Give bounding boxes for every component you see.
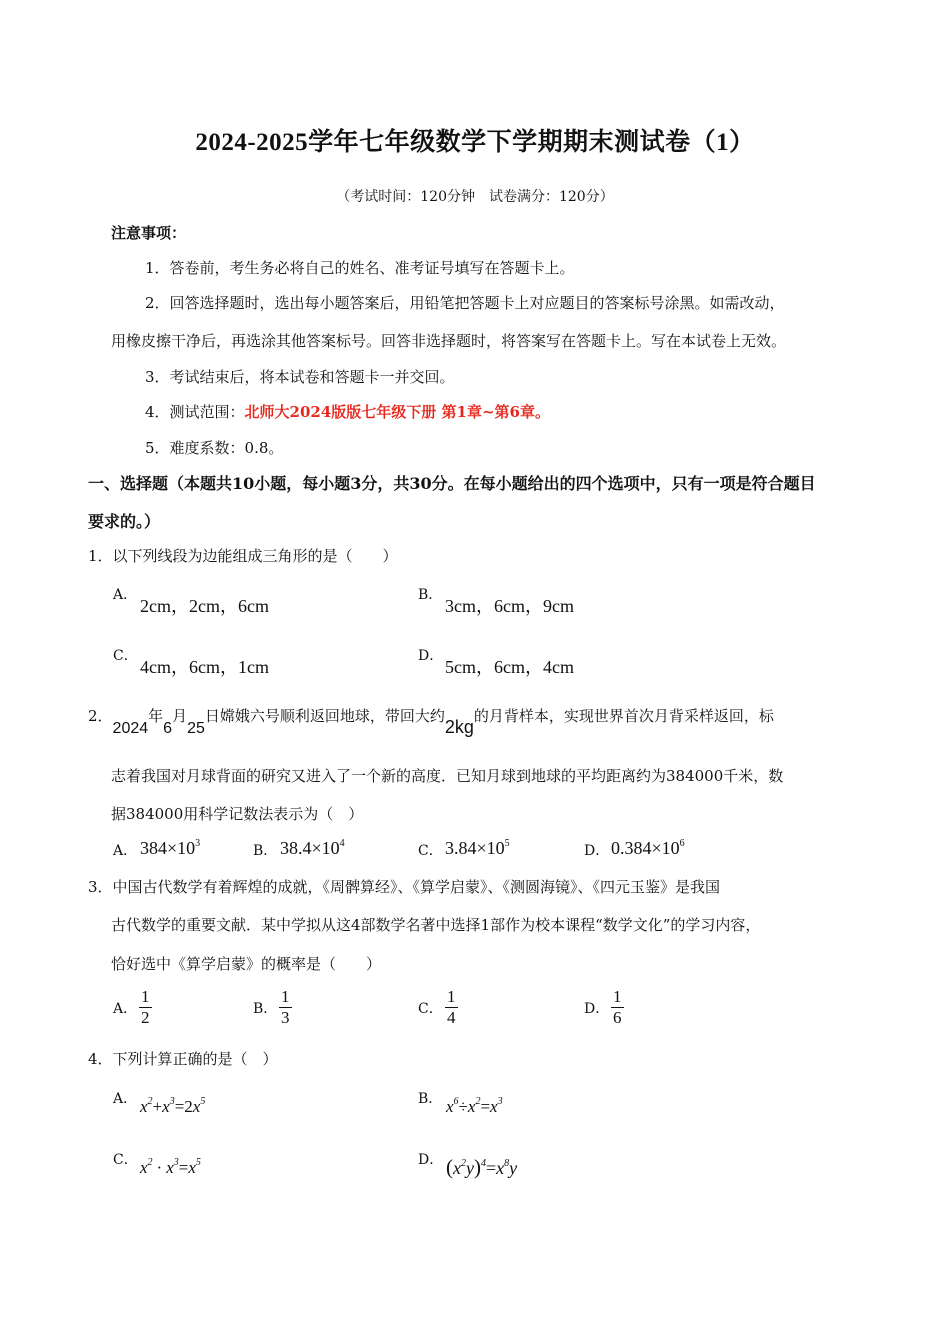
notice-item-5: 5．难度系数：0.8。 <box>145 439 284 457</box>
q2-text-1: 日嫦娥六号顺利返回地球，带回大约 <box>204 707 445 725</box>
q2-option-b: $38.4\times 10^4$ <box>280 838 345 858</box>
q4-option-b: $x^6\div x^2=x^3$ <box>446 1096 503 1116</box>
notice-item-1: 1．答卷前，考生务必将自己的姓名、准考证号填写在答题卡上。 <box>145 259 575 277</box>
notice-heading: 注意事项： <box>111 224 187 242</box>
exam-info: （考试时间：120分钟 试卷满分：120分） <box>336 189 614 205</box>
section-1-heading-line-1: 一、选择题（本题共10小题，每小题3分，共30分。在每小题给出的四个选项中，只有一项是符合题目 <box>88 474 816 493</box>
q2-year: 2024 <box>112 720 149 737</box>
q2-option-a: $384\times 10^3$ <box>140 838 201 858</box>
q3-option-a: $\frac{1}{2}$ <box>141 987 150 1027</box>
notice-item-2-line-1: 2．回答选择题时，选出每小题答案后，用铅笔把答题卡上对应题目的答案标号涂黑。如需改动， <box>145 294 785 312</box>
q2-option-c-label: C． <box>418 843 443 859</box>
notice-item-2-line-2: 用橡皮擦干净后，再选涂其他答案标号。回答非选择题时，将答案写在答题卡上。写在本试卷上无效。 <box>111 332 787 350</box>
q4-option-c-label: C． <box>113 1152 138 1168</box>
q1-option-b-label: B． <box>418 587 443 603</box>
q4-option-d: $(x^2y)^4=x^8y$ <box>446 1155 518 1179</box>
q1-option-b: 3cm，6cm，9cm <box>445 596 574 616</box>
q3-option-c: $\frac{1}{4}$ <box>447 987 456 1027</box>
q3-option-a-label: A． <box>113 1001 138 1017</box>
q2-text-2: 的月背样本，实现世界首次月背采样返回，标 <box>473 707 774 725</box>
q4-option-a: $x^2+x^3=2x^5$ <box>140 1096 206 1116</box>
question-3-line-3: 恰好选中《算学启蒙》的概率是（ ） <box>111 955 382 973</box>
q1-option-c: 4cm，6cm，1cm <box>140 657 269 677</box>
question-2-line-3: 据384000用科学记数法表示为（ ） <box>111 805 364 823</box>
q2-yue: 月 <box>172 707 188 725</box>
q3-option-c-label: C． <box>418 1001 443 1017</box>
q4-option-c: $x^2 \cdot x^3=x^5$ <box>140 1157 201 1177</box>
section-1-heading-line-2: 要求的。） <box>88 512 161 531</box>
q3-option-d: $\frac{1}{6}$ <box>613 987 622 1027</box>
q1-option-a-label: A． <box>113 587 138 603</box>
q2-option-d: $0.384\times 10^6$ <box>611 838 685 858</box>
q4-option-a-label: A． <box>113 1091 138 1107</box>
q2-option-d-label: D． <box>584 843 610 859</box>
q1-option-a: 2cm，2cm，6cm <box>140 596 269 616</box>
q3-option-b-label: B． <box>253 1001 278 1017</box>
notice-item-4-prefix: 4．测试范围： <box>145 403 245 421</box>
q2-number: 2． <box>88 707 113 725</box>
q2-option-b-label: B． <box>253 843 278 859</box>
q2-option-c: $3.84\times 10^5$ <box>445 838 510 858</box>
q3-option-d-label: D． <box>584 1001 610 1017</box>
q2-mass: 2kg <box>444 717 474 737</box>
notice-item-3: 3．考试结束后，将本试卷和答题卡一并交回。 <box>145 368 455 386</box>
page-title: 2024-2025学年七年级数学下学期期末测试卷（1） <box>195 129 755 156</box>
question-3-line-2: 古代数学的重要文献．某中学拟从这4部数学名著中选择1部作为校本课程“数学文化”的学习内容， <box>111 916 761 934</box>
q1-option-c-label: C． <box>113 648 138 664</box>
question-2-line-2: 志着我国对月球背面的研究又进入了一个新的高度．已知月球到地球的平均距离约为384000千米，数 <box>111 767 784 785</box>
question-2-line-1 <box>88 705 774 737</box>
q2-month: 6 <box>163 720 173 737</box>
notice-item-4 <box>145 401 550 422</box>
test-range: 北师大2024版版七年级下册 第1章~第6章。 <box>244 403 550 421</box>
q2-day: 25 <box>187 720 205 737</box>
q1-option-d: 5cm，6cm，4cm <box>445 657 574 677</box>
q1-option-d-label: D． <box>418 648 444 664</box>
question-1-stem: 1．以下列线段为边能组成三角形的是（ ） <box>88 547 398 565</box>
q2-nian: 年 <box>148 707 164 725</box>
q2-option-a-label: A． <box>113 843 138 859</box>
q4-option-b-label: B． <box>418 1091 443 1107</box>
question-3-line-1: 3．中国古代数学有着辉煌的成就，《周髀算经》、《算学启蒙》、《测圆海镜》、《四元玉鉴》是我国 <box>88 878 721 896</box>
question-4-stem: 4．下列计算正确的是（ ） <box>88 1050 278 1068</box>
q4-option-d-label: D． <box>418 1152 444 1168</box>
q3-option-b: $\frac{1}{3}$ <box>281 987 290 1027</box>
